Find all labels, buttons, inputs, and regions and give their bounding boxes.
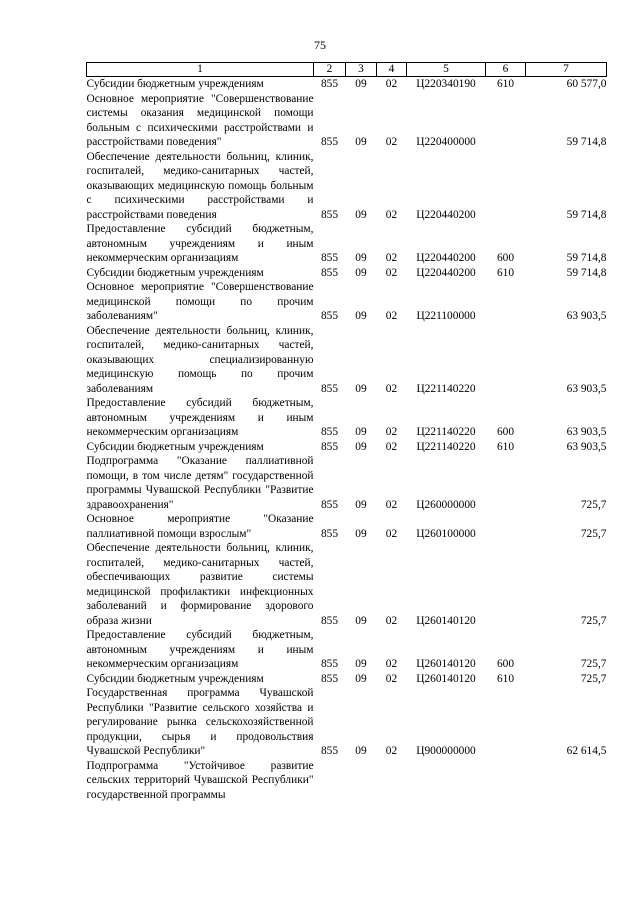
row-code-ministry [314, 759, 346, 803]
row-expense-type: 600 [496, 426, 515, 438]
row-code-section: 09 [355, 310, 367, 322]
row-amount: 725,7 [580, 498, 607, 511]
row-name: Основное мероприятие "Оказание паллиативной помощи взрослым" [86, 513, 314, 540]
row-amount: 59 714,8 [566, 136, 607, 148]
row-expense-type [486, 686, 526, 759]
table-row [87, 686, 607, 759]
row-target-article: Ц260140120 [416, 658, 476, 670]
row-name: Подпрограмма "Устойчивое развитие сельских территорий Чувашской Республики" государственной программы [86, 759, 314, 801]
table-header-row [87, 63, 607, 77]
row-target-article: Ц220440200 [416, 208, 476, 221]
row-code-subsection: 02 [385, 672, 398, 685]
table-row [87, 454, 607, 512]
row-amount: 59 714,8 [566, 208, 607, 221]
row-code-subsection: 02 [385, 208, 398, 221]
row-name: Основное мероприятие "Совершенствование системы оказания медицинской помощи больным с психическими расстройствами и расстройствами поведения" [86, 92, 314, 148]
row-name: Субсидии бюджетным учреждениям [86, 440, 264, 453]
row-expense-type: 610 [496, 266, 515, 279]
row-target-article: Ц220440200 [416, 266, 476, 279]
row-code-subsection: 02 [385, 440, 398, 453]
row-code-subsection: 02 [385, 310, 398, 322]
row-code-subsection: 02 [385, 252, 398, 264]
row-amount: 59 714,8 [566, 266, 607, 279]
row-name: Субсидии бюджетным учреждениям [86, 266, 264, 279]
row-code-section: 09 [355, 136, 367, 148]
row-amount: 725,7 [580, 672, 607, 685]
row-amount: 725,7 [580, 614, 607, 627]
row-name: Основное мероприятие "Совершенствование медицинской помощи по прочим заболеваниям" [86, 281, 314, 322]
row-code-ministry: 855 [320, 672, 339, 685]
row-code-section: 09 [355, 252, 367, 264]
row-code-section: 09 [355, 614, 367, 627]
row-name: Предоставление субсидий бюджетным, автономным учреждениям и иным некоммерческим организациям [86, 397, 314, 438]
row-amount [526, 759, 607, 803]
row-name: Субсидии бюджетным учреждениям [86, 672, 264, 685]
row-code-ministry: 855 [320, 382, 339, 395]
table-row [87, 266, 607, 281]
row-name: Обеспечение деятельности больниц, клиник, госпиталей, медико-санитарных частей, оказывающих медицинскую помощь больным с психическими расстройствами и расстройствами поведения [86, 150, 314, 221]
row-code-section: 09 [355, 382, 367, 395]
table-row [87, 280, 607, 324]
table-row [87, 672, 607, 687]
row-code-section: 09 [355, 498, 367, 511]
table-row [87, 150, 607, 223]
row-expense-type: 610 [496, 440, 515, 453]
row-target-article: Ц220400000 [416, 136, 476, 148]
row-target-article: Ц260000000 [416, 498, 476, 511]
table-row [87, 77, 607, 92]
row-code-ministry: 855 [320, 78, 339, 90]
row-target-article: Ц221100000 [416, 310, 476, 322]
column-header: 7 [526, 63, 607, 77]
row-code-section: 09 [355, 426, 367, 438]
row-name: Предоставление субсидий бюджетным, автономным учреждениям и иным некоммерческим организациям [86, 223, 314, 264]
column-header: 6 [486, 63, 526, 77]
row-code-ministry: 855 [320, 252, 339, 264]
row-amount: 63 903,5 [566, 426, 607, 438]
row-code-section: 09 [355, 78, 367, 90]
column-header: 1 [87, 63, 314, 77]
row-code-section: 09 [355, 672, 367, 685]
row-expense-type [486, 759, 526, 803]
row-name: Субсидии бюджетным учреждениям [86, 78, 264, 90]
row-expense-type: 610 [496, 672, 515, 685]
row-code-section: 09 [355, 208, 367, 221]
table-row [87, 541, 607, 628]
row-amount: 62 614,5 [566, 745, 607, 757]
row-target-article: Ц900000000 [416, 745, 476, 757]
row-target-article: Ц260140120 [416, 614, 476, 627]
row-expense-type: 600 [496, 252, 515, 264]
row-target-article: Ц220440200 [416, 252, 476, 264]
row-code-ministry: 855 [320, 310, 339, 322]
row-code-section: 09 [355, 440, 367, 453]
table-row [87, 628, 607, 672]
row-code-subsection: 02 [385, 527, 398, 540]
budget-table [86, 62, 607, 802]
table-row [87, 512, 607, 541]
row-amount: 63 903,5 [566, 310, 607, 322]
row-code-ministry: 855 [320, 266, 339, 279]
row-code-ministry: 855 [320, 136, 339, 148]
row-name: Предоставление субсидий бюджетным, автономным учреждениям и иным некоммерческим организациям [86, 629, 314, 670]
row-code-subsection: 02 [385, 426, 398, 438]
row-code-subsection: 02 [385, 614, 398, 627]
row-expense-type [486, 512, 526, 541]
row-code-ministry: 855 [320, 527, 339, 540]
row-code-section: 09 [355, 266, 367, 279]
row-code-ministry: 855 [320, 208, 339, 221]
row-expense-type [486, 324, 526, 397]
row-expense-type [486, 280, 526, 324]
row-code-ministry: 855 [320, 426, 339, 438]
table-row [87, 440, 607, 455]
row-amount: 725,7 [580, 527, 607, 540]
row-target-article: Ц221140220 [416, 440, 476, 453]
column-header: 5 [407, 63, 486, 77]
row-code-ministry: 855 [320, 745, 339, 757]
row-code-section: 09 [355, 658, 367, 670]
column-header: 4 [377, 63, 407, 77]
row-target-article [407, 759, 486, 803]
row-code-section [346, 759, 377, 803]
row-code-subsection: 02 [385, 745, 398, 757]
row-code-subsection [377, 759, 407, 803]
row-code-ministry: 855 [320, 440, 339, 453]
row-name: Обеспечение деятельности больниц, клиник, госпиталей, медико-санитарных частей, обеспечивающих развитие системы медицинской профилактики инфекционных заболеваний и формирование здорового образа жизни [86, 542, 314, 627]
row-code-ministry: 855 [320, 658, 339, 670]
row-code-subsection: 02 [385, 498, 398, 511]
row-target-article: Ц220340190 [416, 78, 476, 90]
row-code-subsection: 02 [385, 78, 398, 90]
row-code-subsection: 02 [385, 266, 398, 279]
row-expense-type: 600 [496, 658, 515, 670]
row-code-section: 09 [355, 527, 367, 540]
row-expense-type [486, 454, 526, 512]
table-body [87, 77, 607, 803]
row-target-article: Ц221140220 [416, 382, 476, 395]
row-amount: 59 714,8 [566, 252, 607, 264]
row-target-article: Ц260140120 [416, 672, 476, 685]
row-target-article: Ц221140220 [416, 426, 476, 438]
table-row [87, 324, 607, 397]
row-target-article: Ц260100000 [416, 527, 476, 540]
column-header: 2 [314, 63, 346, 77]
row-amount: 725,7 [580, 658, 607, 670]
row-amount: 63 903,5 [566, 382, 607, 395]
row-expense-type [486, 92, 526, 150]
row-code-subsection: 02 [385, 136, 398, 148]
row-code-ministry: 855 [320, 498, 339, 511]
table-row [87, 222, 607, 266]
column-header: 3 [346, 63, 377, 77]
table-row [87, 396, 607, 440]
row-code-subsection: 02 [385, 382, 398, 395]
table-row [87, 759, 607, 803]
row-amount: 63 903,5 [566, 440, 607, 453]
row-amount: 60 577,0 [566, 78, 607, 90]
row-code-ministry: 855 [320, 614, 339, 627]
page-number: 75 [314, 38, 326, 52]
row-name: Подпрограмма "Оказание паллиативной помощи, в том числе детям" государственной программы Чувашской Республики "Развитие здравоохранения" [86, 455, 314, 511]
row-code-section: 09 [355, 745, 367, 757]
row-code-subsection: 02 [385, 658, 398, 670]
row-expense-type [486, 150, 526, 223]
row-name: Обеспечение деятельности больниц, клиник, госпиталей, медико-санитарных частей, оказывающих специализированную медицинскую помощь по прочим заболеваниям [86, 324, 314, 395]
row-name: Государственная программа Чувашской Республики "Развитие сельского хозяйства и регулирование рынка сельскохозяйственной продукции, сырья и продовольствия Чувашской Республики" [86, 687, 314, 757]
table-row [87, 92, 607, 150]
row-expense-type: 610 [496, 78, 515, 90]
row-expense-type [486, 541, 526, 628]
